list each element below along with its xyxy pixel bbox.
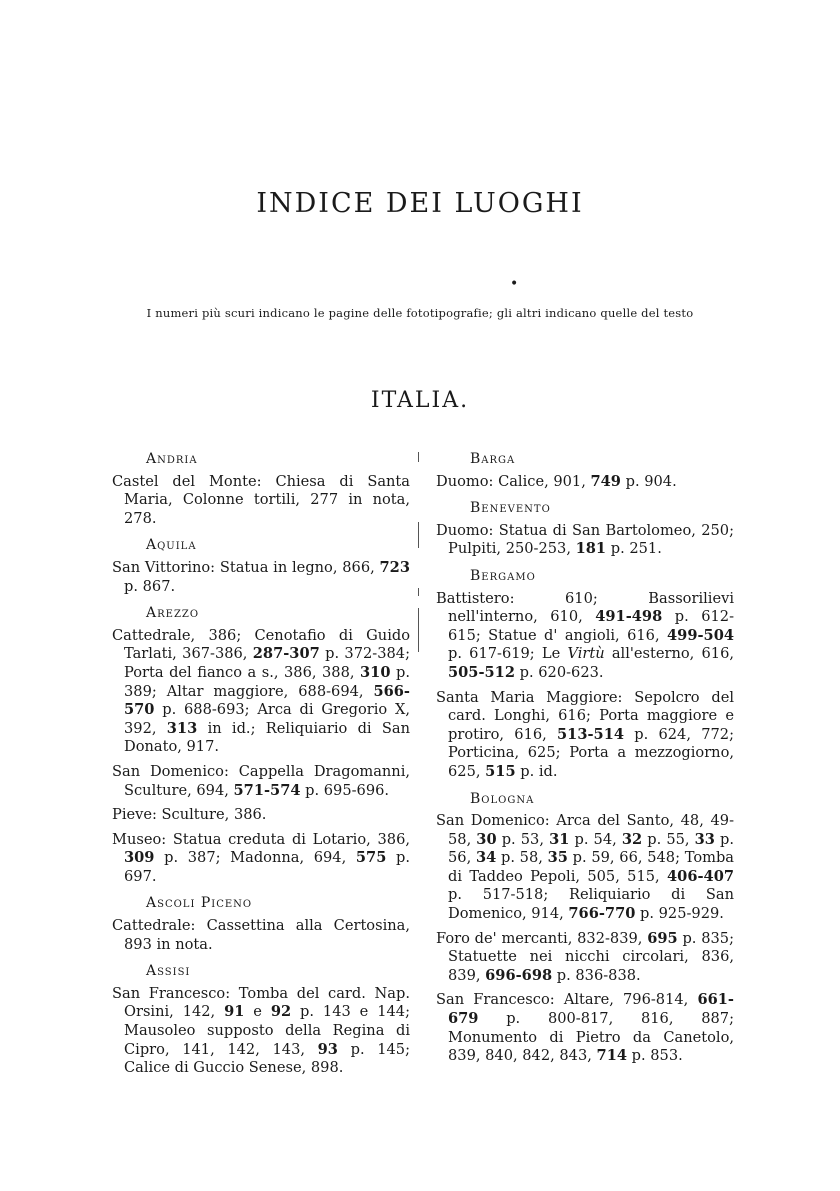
place-heading: Benevento [470, 500, 551, 517]
entry-text: Cattedrale: Cassettina alla Certosina, 893 in nota. [112, 917, 410, 953]
place-heading: Barga [470, 451, 516, 467]
entry-text: p. 59, 66, 548; Tomba di Taddeo Pepoli, 505, 515, [448, 849, 734, 885]
plate-page-number: 35 [547, 849, 568, 867]
plate-page-number: 696-698 [485, 966, 553, 984]
plate-page-number: 749 [590, 472, 621, 490]
plate-page-number: 310 [360, 663, 391, 681]
index-entry [112, 985, 410, 1078]
entry-text: p. 145; Calice di Guccio Senese, 898. [124, 1040, 410, 1077]
entry-text: all'esterno, 616, [604, 645, 734, 663]
place-heading: Arezzo [146, 605, 200, 622]
index-entry [436, 590, 734, 683]
entry-text: p. 925-929. [635, 905, 724, 923]
entry-text: p. 695-696. [300, 781, 390, 799]
plate-page-number: 571-574 [233, 781, 301, 799]
entry-text: p. 58, [496, 849, 548, 867]
entry-text: p. 56, [448, 830, 735, 867]
entry-text: San Francesco: Tomba del card. Nap. Orsini, 142, [112, 984, 410, 1021]
entry-text: San Domenico: Cappella Dragomanni, Sculture, 694, [112, 762, 410, 799]
plate-page-number: 499-504 [667, 626, 734, 644]
index-entry [112, 627, 410, 757]
entry-text: in id.; Reliquiario di San Donato, 917. [124, 719, 410, 756]
plate-page-number: 505-512 [448, 663, 515, 681]
plate-page-number: 92 [270, 1003, 292, 1021]
entry-text: Foro de' mercanti, 832-839, [436, 929, 648, 947]
column-divider [418, 522, 419, 548]
entry-text: p. 697. [124, 849, 410, 885]
plate-page-number: 491-498 [595, 608, 663, 626]
index-entry [112, 806, 410, 825]
entry-text: San Francesco: Altare, 796-814, [436, 991, 698, 1009]
entry-text: p. 624, 772; Porticina, 625; Porta a mezzogiorno, 625, [448, 725, 734, 780]
plate-page-number: 30 [476, 830, 497, 848]
plate-page-number: 714 [596, 1047, 628, 1065]
plate-page-number: 661-679 [448, 991, 734, 1028]
plate-page-number: 313 [166, 719, 198, 737]
entry-text: p. 55, [642, 830, 695, 848]
entry-text: Museo: Statua creduta di Lotario, 386, [112, 830, 410, 848]
index-entry [112, 917, 410, 954]
entry-text: p. 617-619; Le [448, 645, 568, 663]
entry-text: p. 620-623. [514, 663, 604, 681]
plate-page-number: 766-770 [568, 905, 636, 923]
entry-text: San Domenico: Arca del Santo, 48, 49-58, [436, 812, 734, 848]
index-section-aquila [112, 536, 410, 596]
plate-page-number: 31 [549, 830, 570, 848]
place-heading: Bologna [470, 790, 535, 807]
entry-text: p. 867. [124, 577, 176, 595]
plate-page-number: 33 [694, 830, 715, 848]
page-title: INDICE DEI LUOGHI [256, 188, 584, 219]
entry-text: p. 853. [627, 1047, 683, 1065]
column-divider [418, 608, 419, 652]
entry-text: p. 372-384; Porta del fianco a s., 386, 388, [124, 645, 410, 681]
entry-text: Cattedrale, 386; Cenotafio di Guido Tarlati, 367-386, [112, 626, 410, 663]
entry-text: p. 54, [569, 830, 622, 848]
plate-page-number: 181 [575, 540, 607, 558]
index-section-ascoli-piceno [112, 894, 410, 954]
plate-page-number: 406-407 [667, 867, 734, 885]
entry-text: Duomo: Statua di San Bartolomeo, 250; Pulpiti, 250-253, [436, 521, 734, 558]
place-heading: Assisi [146, 963, 191, 980]
plate-page-number: 34 [475, 849, 497, 867]
index-entry [436, 930, 734, 986]
place-heading: Aquila [146, 537, 197, 554]
entry-text: p. 251. [606, 540, 662, 558]
entry-text: p. 836-838. [552, 966, 641, 984]
index-entry [436, 522, 734, 559]
column-divider [418, 588, 419, 596]
index-entry [112, 559, 410, 596]
plate-page-number: 309 [124, 849, 155, 867]
entry-text: p. id. [515, 762, 558, 780]
entry-text: p. 143 e 144; Mausoleo supposto della Regina di Cipro, 141, 142, 143, [124, 1003, 410, 1058]
entry-text: Battistero: 610; Bassorilievi nell'interno, 610, [436, 589, 734, 626]
index-section-bologna [436, 790, 734, 1066]
plate-page-number: 575 [355, 849, 387, 867]
index-entry [436, 812, 734, 924]
entry-text: p. 517-518; Reliquiario di San Domenico, 914, [448, 886, 734, 923]
plate-page-number: 93 [317, 1040, 338, 1058]
italic-text: Virtù [567, 645, 605, 663]
index-section-benevento [436, 499, 734, 559]
entry-text: p. 835; Statuette nei nicchi circolari, 836, 839, [448, 929, 734, 984]
plate-page-number: 515 [485, 762, 516, 780]
index-entry [436, 689, 734, 782]
index-entry [112, 831, 410, 887]
left-column [112, 450, 410, 1084]
index-section-assisi [112, 962, 410, 1078]
plate-page-number: 91 [224, 1003, 245, 1021]
index-entry [436, 991, 734, 1065]
ornament-dot: • [510, 276, 519, 292]
entry-text: Castel del Monte: Chiesa di Santa Maria, Colonne tortili, 277 in nota, 278. [112, 472, 410, 527]
place-heading: Ascoli Piceno [146, 895, 253, 912]
right-column [436, 450, 734, 1072]
plate-page-number: 32 [621, 830, 643, 848]
plate-page-number: 723 [379, 558, 410, 576]
plate-page-number: 513-514 [557, 725, 625, 743]
entry-text: p. 688-693; Arca di Gregorio X, 392, [124, 701, 410, 737]
index-section-andria [112, 450, 410, 528]
place-heading: Bergamo [470, 567, 536, 584]
entry-text: p. 800-817, 816, 887; Monumento di Pietro da Canetolo, 839, 840, 842, 843, [448, 1010, 734, 1065]
column-divider [418, 452, 419, 462]
entry-text: San Vittorino: Statua in legno, 866, [112, 558, 380, 576]
entry-text: p. 612-615; Statue d' angioli, 616, [448, 608, 734, 644]
entry-text: e [244, 1003, 271, 1021]
entry-text: p. 904. [620, 472, 677, 490]
entry-text: Santa Maria Maggiore: Sepolcro del card. Longhi, 616; Porta maggiore e protiro, 616, [436, 688, 734, 743]
index-entry [112, 763, 410, 800]
entry-text: p. 389; Altar maggiore, 688-694, [124, 663, 410, 700]
index-entry [112, 473, 410, 529]
entry-text: Duomo: Calice, 901, [436, 472, 591, 490]
place-heading: Andria [146, 451, 198, 467]
index-section-barga [436, 450, 734, 491]
entry-text: p. 53, [496, 830, 550, 848]
legend-note: I numeri più scuri indicano le pagine delle fototipografie; gli altri indicano quelle del testo [146, 306, 694, 320]
entry-text: p. 387; Madonna, 694, [154, 849, 356, 867]
plate-page-number: 287-307 [252, 645, 320, 663]
entry-text: Pieve: Sculture, 386. [112, 806, 267, 824]
plate-page-number: 695 [647, 929, 678, 947]
index-entry [436, 473, 734, 492]
index-section-arezzo [112, 604, 410, 886]
index-section-bergamo [436, 567, 734, 782]
plate-page-number: 566-570 [124, 682, 410, 719]
country-heading: ITALIA. [370, 388, 470, 413]
